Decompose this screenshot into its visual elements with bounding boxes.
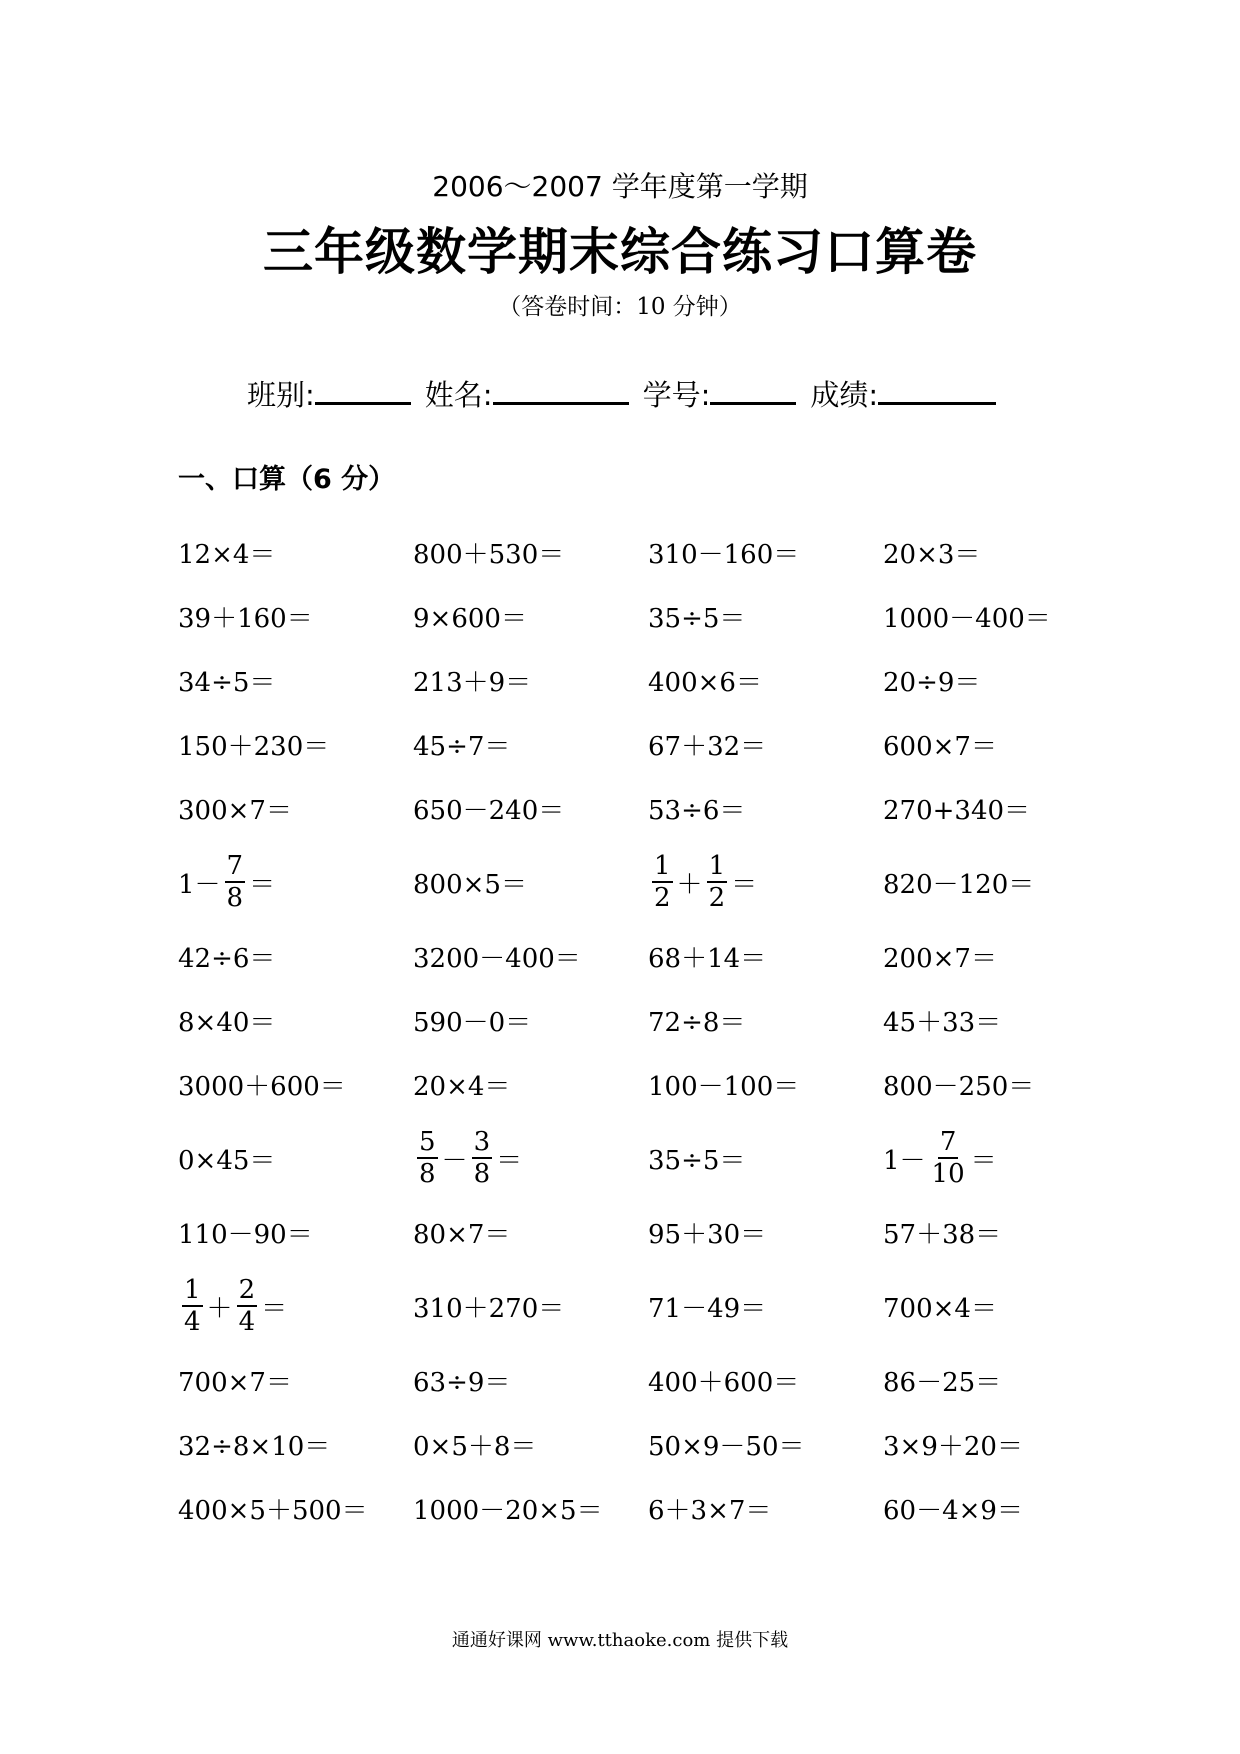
- problem-item[interactable]: 200×7＝: [883, 943, 997, 974]
- problem-item[interactable]: 45÷7＝: [413, 731, 511, 762]
- class-label: 班别:: [247, 378, 315, 412]
- expression-text: ＋: [676, 869, 703, 900]
- fraction-denominator: 8: [473, 1159, 491, 1189]
- fraction-numerator: 7: [226, 851, 244, 881]
- problem-row: [178, 1116, 1108, 1200]
- problem-item[interactable]: 95＋30＝: [648, 1219, 767, 1250]
- problem-item[interactable]: 68＋14＝: [648, 943, 767, 974]
- fraction-numerator: 1: [184, 1275, 201, 1305]
- expression-text: ＝: [970, 1145, 997, 1176]
- problem-row: [178, 840, 1108, 924]
- problem-item[interactable]: 150＋230＝: [178, 731, 330, 762]
- problem-item[interactable]: 9×600＝: [413, 603, 527, 634]
- fraction: [930, 1127, 967, 1189]
- fraction-numerator: 5: [419, 1127, 436, 1157]
- fraction: [472, 1127, 493, 1189]
- problem-row: [178, 520, 1108, 584]
- problem-item[interactable]: 590－0＝: [413, 1007, 532, 1038]
- problem-item[interactable]: 71－49＝: [648, 1293, 767, 1324]
- name-blank[interactable]: [493, 372, 629, 405]
- problem-row: [178, 1348, 1108, 1412]
- student-info-row: [247, 372, 1010, 415]
- problem-item[interactable]: 1000－20×5＝: [413, 1495, 603, 1526]
- fraction-numerator: 2: [238, 1275, 256, 1305]
- fraction-denominator: 2: [654, 883, 671, 913]
- fraction-numerator: 1: [654, 851, 671, 881]
- problem-item[interactable]: 650－240＝: [413, 795, 565, 826]
- problem-item[interactable]: 12×4＝: [178, 539, 276, 570]
- expression-text: ＝: [261, 1293, 288, 1324]
- fraction-denominator: 4: [238, 1307, 256, 1337]
- problem-item[interactable]: 820－120＝: [883, 869, 1035, 900]
- problem-item[interactable]: 0×45＝: [178, 1145, 276, 1176]
- expression-text: ＝: [496, 1145, 523, 1176]
- problem-item[interactable]: 35÷5＝: [648, 1145, 746, 1176]
- fraction-denominator: 2: [708, 883, 726, 913]
- problem-item[interactable]: 213＋9＝: [413, 667, 532, 698]
- problem-row: [178, 648, 1108, 712]
- problem-item[interactable]: 80×7＝: [413, 1219, 511, 1250]
- score-label: 成绩:: [810, 378, 879, 412]
- problem-row: [178, 1264, 1108, 1348]
- term-line: 2006～2007 学年度第一学期: [432, 170, 808, 203]
- fraction: [652, 851, 673, 913]
- problem-item[interactable]: 310－160＝: [648, 539, 800, 570]
- problem-row: [178, 584, 1108, 648]
- problem-item[interactable]: 300×7＝: [178, 795, 292, 826]
- problem-item[interactable]: 400×6＝: [648, 667, 762, 698]
- problem-row: [178, 924, 1108, 988]
- problem-item[interactable]: 600×7＝: [883, 731, 997, 762]
- problem-item[interactable]: 800＋530＝: [413, 539, 565, 570]
- expression-text: －: [441, 1145, 468, 1176]
- problem-grid: [178, 520, 1108, 1540]
- problem-item[interactable]: 35÷5＝: [648, 603, 746, 634]
- fraction-denominator: 8: [419, 1159, 436, 1189]
- problem-item[interactable]: 72÷8＝: [648, 1007, 746, 1038]
- problem-item[interactable]: 0×5＋8＝: [413, 1431, 537, 1462]
- problem-row: [178, 988, 1108, 1052]
- problem-item[interactable]: 57＋38＝: [883, 1219, 1002, 1250]
- problem-item[interactable]: [178, 1264, 287, 1348]
- problem-row: [178, 1476, 1108, 1540]
- problem-item[interactable]: 110－90＝: [178, 1219, 313, 1250]
- fraction: [707, 851, 728, 913]
- problem-item[interactable]: 86－25＝: [883, 1367, 1002, 1398]
- fraction-denominator: 4: [184, 1307, 201, 1337]
- problem-item[interactable]: 270+340＝: [883, 795, 1031, 826]
- problem-item[interactable]: 100－100＝: [648, 1071, 800, 1102]
- problem-item[interactable]: 42÷6＝: [178, 943, 276, 974]
- expression-text: 1－: [883, 1145, 926, 1176]
- problem-item[interactable]: 1000－400＝: [883, 603, 1051, 634]
- problem-item[interactable]: 700×7＝: [178, 1367, 292, 1398]
- problem-item[interactable]: [413, 1116, 522, 1200]
- problem-item[interactable]: 800－250＝: [883, 1071, 1035, 1102]
- problem-item[interactable]: 50×9－50＝: [648, 1431, 805, 1462]
- fraction: [225, 851, 246, 913]
- fraction: [237, 1275, 258, 1337]
- problem-item[interactable]: 20÷9＝: [883, 667, 981, 698]
- expression-text: 1－: [178, 869, 221, 900]
- fraction-denominator: 10: [931, 1159, 965, 1189]
- problem-item[interactable]: 3×9＋20＝: [883, 1431, 1023, 1462]
- section-heading: 一、口算（6 分）: [178, 464, 396, 495]
- page-title: 三年级数学期末综合练习口算卷: [263, 223, 977, 281]
- class-blank[interactable]: [315, 372, 411, 405]
- problem-item[interactable]: 6＋3×7＝: [648, 1495, 772, 1526]
- problem-item[interactable]: [883, 1116, 997, 1200]
- problem-row: [178, 776, 1108, 840]
- score-blank[interactable]: [878, 372, 996, 405]
- problem-item[interactable]: 45＋33＝: [883, 1007, 1002, 1038]
- problem-item[interactable]: 39＋160＝: [178, 603, 313, 634]
- problem-item[interactable]: 800×5＝: [413, 869, 527, 900]
- problem-item[interactable]: 3000＋600＝: [178, 1071, 346, 1102]
- fraction: [417, 1127, 438, 1189]
- fraction-denominator: 8: [226, 883, 244, 913]
- fraction-numerator: 3: [473, 1127, 491, 1157]
- problem-item[interactable]: 63÷9＝: [413, 1367, 511, 1398]
- problem-item[interactable]: [648, 840, 757, 924]
- problem-item[interactable]: 34÷5＝: [178, 667, 276, 698]
- expression-text: ＝: [249, 869, 276, 900]
- problem-item[interactable]: 20×3＝: [883, 539, 981, 570]
- problem-item[interactable]: 67＋32＝: [648, 731, 767, 762]
- fraction-numerator: 7: [939, 1127, 957, 1157]
- problem-item[interactable]: 60－4×9＝: [883, 1495, 1023, 1526]
- exam-time-note: （答卷时间：10 分钟）: [498, 294, 742, 320]
- problem-item[interactable]: 400×5＋500＝: [178, 1495, 368, 1526]
- problem-row: [178, 712, 1108, 776]
- footer-credit: 通通好课网 www.tthaoke.com 提供下载: [451, 1630, 789, 1651]
- problem-item[interactable]: 32÷8×10＝: [178, 1431, 331, 1462]
- problem-item[interactable]: 53÷6＝: [648, 795, 746, 826]
- problem-item[interactable]: 310＋270＝: [413, 1293, 565, 1324]
- problem-item[interactable]: 700×4＝: [883, 1293, 997, 1324]
- problem-row: [178, 1200, 1108, 1264]
- student-number-label: 学号:: [642, 378, 711, 412]
- problem-item[interactable]: [178, 840, 275, 924]
- name-label: 姓名:: [424, 378, 493, 412]
- fraction: [182, 1275, 203, 1337]
- fraction-numerator: 1: [708, 851, 726, 881]
- problem-item[interactable]: 400＋600＝: [648, 1367, 800, 1398]
- expression-text: ＝: [731, 869, 758, 900]
- student-number-blank[interactable]: [710, 372, 796, 405]
- problem-item[interactable]: 3200－400＝: [413, 943, 581, 974]
- problem-item[interactable]: 20×4＝: [413, 1071, 511, 1102]
- problem-item[interactable]: 8×40＝: [178, 1007, 276, 1038]
- problem-row: [178, 1412, 1108, 1476]
- expression-text: ＋: [206, 1293, 233, 1324]
- problem-row: [178, 1052, 1108, 1116]
